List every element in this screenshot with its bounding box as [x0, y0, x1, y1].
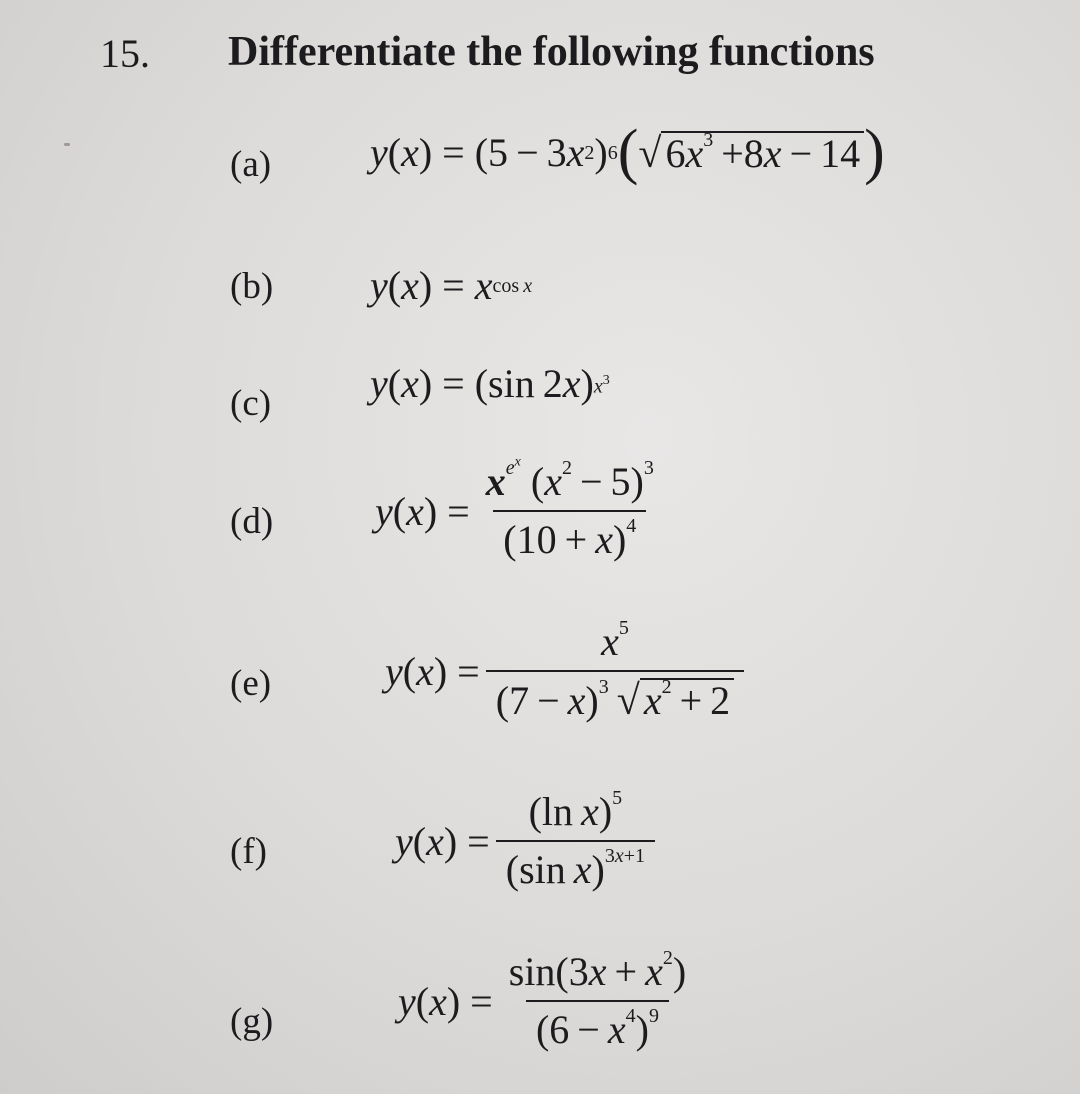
- equation-b: y ( x ) = x cos x: [370, 263, 533, 308]
- fraction-g: $\frac{\sin(3x + x^2)}{(6 - x^4)^9}$: [508, 947, 687, 1052]
- problem-label-c: (c): [230, 383, 272, 424]
- problem-label-b: (b): [230, 266, 274, 307]
- question-number: 15.: [100, 31, 150, 76]
- fraction-e: $x^5$ $(7 - x)^3$ √ $x^2 + 2$: [486, 620, 744, 723]
- problem-label-e: (e): [230, 663, 272, 704]
- fraction-d: $\frac{x^{e^x} (x^2 - 5)^3}{(10 + x)^4}$: [485, 454, 654, 562]
- equation-e: y ( x ) = $x^5$ $(7 - x)^3$ √ $x^2 + 2$: [385, 620, 744, 723]
- paper-mark: [64, 143, 70, 146]
- equation-f: y ( x ) = $\frac{(\ln x)^5}{(\sin x)^{3x+1}}$: [395, 790, 655, 892]
- problem-label-f: (f): [230, 831, 267, 872]
- problem-label-d: (d): [230, 501, 274, 542]
- equation-g: y ( x ) = $\frac{\sin(3x + x^2)}{(6 - x^4)^9}$: [398, 950, 696, 1052]
- question-title: Differentiate the following functions: [228, 29, 875, 75]
- equation-a: y ( x ) = (5 − 3 x 2 ) 6 ( √ $6x^3 +8x - 14$ ): [370, 118, 885, 186]
- fraction-f: $\frac{(\ln x)^5}{(\sin x)^{3x+1}}$: [496, 790, 655, 892]
- equation-c: y ( x ) = (sin 2 x ) $x^3$: [370, 361, 610, 406]
- problem-label-g: (g): [230, 1001, 274, 1042]
- equation-d: y ( x ) = $\frac{x^{e^x} (x^2 - 5)^3}{(10 + x)^4}$: [375, 460, 664, 562]
- problem-label-a: (a): [230, 144, 272, 185]
